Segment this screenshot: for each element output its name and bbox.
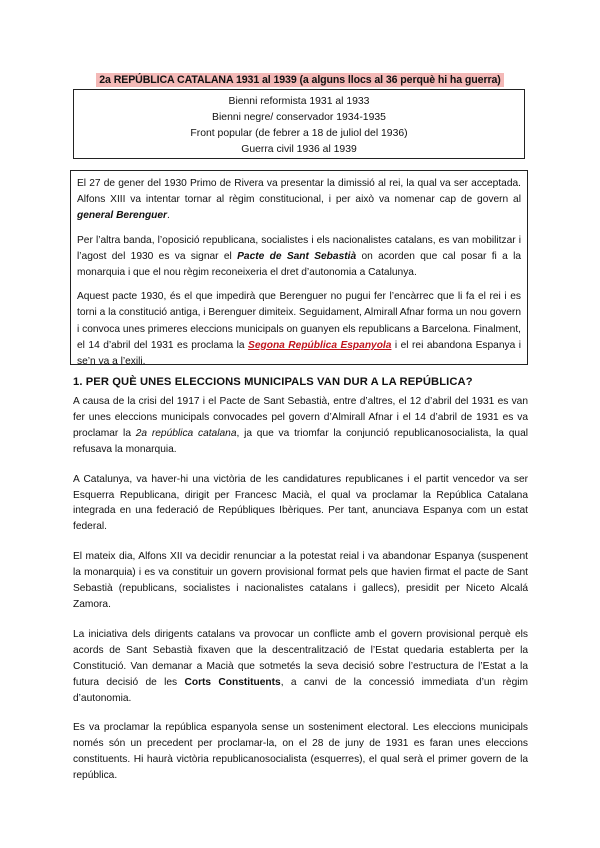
text-run: , a canvi de la concessió immediata d’un règim d’autonomia. [73, 676, 528, 704]
periods-box [73, 89, 525, 159]
body-text [73, 394, 528, 798]
text-run: La iniciativa dels dirigents catalans va provocar un conflicte amb el govern provisional perquè els acords de Sant Sebastià fixaven que la descentralització de l’Estat quedaria establerta per la Constitució. Van demanar a Macià que sotmetés la seva decisió sobre l’estructura de l’Estat a la futura decisió de les [73, 628, 528, 688]
text-run: El 27 de gener del 1930 Primo de Rivera va presentar la dimissió al rei, la qual va ser acceptada. Alfons XIII va intentar tornar al règim constitucional, i per això va nomenar cap de govern al [77, 178, 521, 206]
text-run: Per l’altra banda, l’oposició republicana, socialistes i els nacionalistes catalans, es van mobilitzar i l’agost del 1930 es va signar el [77, 234, 521, 262]
body-paragraph: A Catalunya, va haver-hi una victòria de les candidatures republicanes i el partit vencedor va ser Esquerra Republicana, dirigit per Francesc Macià, el qual va proclamar la República Catalana integrada en una federació de Repúbliques Ibèriques. Per tant, anunciava Espanya com un estat federal. [73, 473, 528, 533]
period-item: Guerra civil 1936 al 1939 [241, 144, 357, 155]
title-wrap [0, 70, 600, 88]
document-title: 2a REPÚBLICA CATALANA 1931 al 1939 (a alguns llocs al 36 perquè hi ha guerra) [96, 73, 503, 87]
period-item: Bienni negre/ conservador 1934-1935 [212, 112, 386, 123]
body-paragraph: El mateix dia, Alfons XII va decidir renunciar a la potestat reial i va abandonar Espanya (suspenent la monarquia) i es va constituir un govern provisional format pels que havien firmat el pacte de Sant Sebastià (republicans, socialistes i nacionalistes catalans i gallecs), presidit per Niceto Alcalá Zamora. [73, 551, 528, 610]
italic-text: 2a república catalana [135, 427, 237, 439]
text-run: i el rei abandona Espanya i se’n va a l’exili. [77, 339, 522, 368]
section-heading: 1. PER QUÈ UNES ELECCIONS MUNICIPALS VAN DUR A LA REPÚBLICA? [73, 376, 473, 388]
emphasis-text: general Berenguer [77, 210, 168, 222]
text-run: A causa de la crisi del 1917 i el Pacte de Sant Sebastià, entre d’altres, el 12 d’abril del 1931 es van fer unes eleccions municipals convocades pel govern d’Almirall Afnar i el 14 d’abril de 1931 es va proclamar la [73, 396, 528, 439]
context-paragraph [77, 289, 521, 370]
period-item: Front popular (de febrer a 18 de juliol del 1936) [190, 128, 408, 139]
context-box [70, 170, 528, 368]
text-run: , ja que va triomfar la conjunció republicanosocialista, la qual refusava la monarquia. [73, 427, 528, 455]
text-run: . [167, 210, 170, 222]
context-paragraph [77, 233, 521, 282]
bold-text: Corts Constituents [184, 676, 281, 688]
context-paragraph [77, 176, 521, 225]
period-item: Bienni reformista 1931 al 1933 [228, 96, 370, 107]
body-paragraph [73, 394, 528, 458]
body-paragraph: Es va proclamar la república espanyola sense un sosteniment electoral. Les eleccions municipals només són un precedent per proclamar-la, on el 28 de juny de 1931 es faran unes eleccions constituents. Hi haurà victòria republicanosocialista (esquerres), el qual serà el primer govern de la república. [73, 722, 528, 782]
text-run: Aquest pacte 1930, és el que impedirà que Berenguer no pugui fer l’encàrrec que li fa el rei i es torni a la constitució antiga, i Berenguer dimiteix. Seguidament, Almirall Afnar forma un nou govern i convoca unes primeres eleccions municipals on guanyen els republicans a Barcelona. Finalment, el 14 d’abril del 1931 es proclama la [77, 291, 521, 351]
text-run: on acorden que cal posar fi a la monarquia i que el nou règim reconeixeria el dret d’autonomia a Catalunya. [77, 250, 522, 279]
emphasis-text: Pacte de Sant Sebastià [237, 250, 357, 262]
highlight-link: Segona República Espanyola [248, 339, 392, 351]
body-paragraph [73, 627, 528, 707]
